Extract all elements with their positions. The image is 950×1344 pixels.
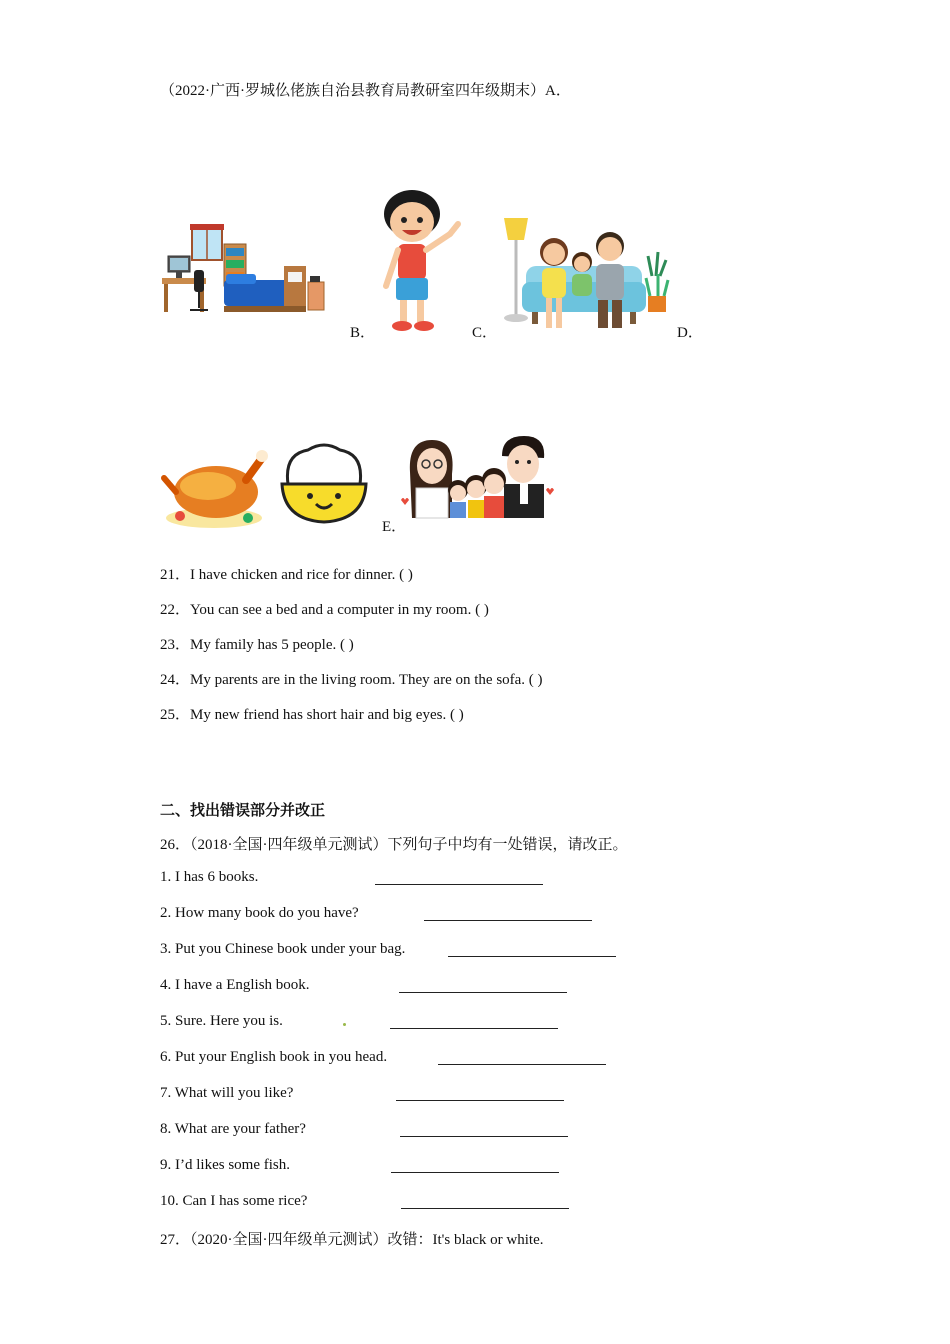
option-d-label: D． — [677, 325, 703, 341]
question-21: 21．I have chicken and rice for dinner. ( ) — [160, 567, 413, 583]
answer-blank-10[interactable] — [401, 1194, 569, 1209]
question-25: 25．My new friend has short hair and big eyes. ( ) — [160, 707, 464, 723]
error-item-5: 5. Sure. Here you is. — [160, 1013, 283, 1029]
stray-dot — [343, 1023, 346, 1026]
question-source-header: （2022·广西·罗城仫佬族自治县教育局教研室四年级期末）A． — [160, 83, 571, 99]
family-sofa-image — [500, 216, 670, 334]
error-item-2: 2. How many book do you have? — [160, 905, 359, 921]
error-item-4: 4. I have a English book. — [160, 977, 310, 993]
error-item-10: 10. Can I has some rice? — [160, 1193, 308, 1209]
section-2-title: 二、找出错误部分并改正 — [160, 801, 326, 819]
question-23: 23．My family has 5 people. ( ) — [160, 637, 354, 653]
error-item-7: 7. What will you like? — [160, 1085, 294, 1101]
question-27: 27．（2020·全国·四年级单元测试）改错：It's black or white. — [160, 1232, 544, 1248]
error-item-9: 9. I’d likes some fish. — [160, 1157, 290, 1173]
answer-blank-5[interactable] — [390, 1014, 558, 1029]
boy-waving-image — [378, 186, 464, 334]
answer-blank-7[interactable] — [396, 1086, 564, 1101]
question-26-intro: 26．（2018·全国·四年级单元测试）下列句子中均有一处错误，请改正。 — [160, 837, 628, 853]
answer-blank-9[interactable] — [391, 1158, 559, 1173]
answer-blank-1[interactable] — [375, 870, 543, 885]
option-b-label: B． — [350, 325, 376, 341]
question-22: 22．You can see a bed and a computer in my room. ( ) — [160, 602, 489, 618]
answer-blank-3[interactable] — [448, 942, 616, 957]
answer-blank-4[interactable] — [399, 978, 567, 993]
answer-blank-8[interactable] — [400, 1122, 568, 1137]
error-item-3: 3. Put you Chinese book under your bag. — [160, 941, 406, 957]
error-item-8: 8. What are your father? — [160, 1121, 306, 1137]
roast-chicken-image — [158, 440, 272, 532]
answer-blank-6[interactable] — [438, 1050, 606, 1065]
rice-bowl-image — [278, 440, 370, 526]
option-c-label: C． — [472, 325, 498, 341]
error-item-1: 1. I has 6 books. — [160, 869, 259, 885]
answer-blank-2[interactable] — [424, 906, 592, 921]
family-portrait-image — [398, 432, 556, 520]
bedroom-image — [160, 222, 328, 322]
error-item-6: 6. Put your English book in you head. — [160, 1049, 388, 1065]
question-24: 24．My parents are in the living room. They are on the sofa. ( ) — [160, 672, 543, 688]
option-e-label: E． — [382, 519, 407, 535]
